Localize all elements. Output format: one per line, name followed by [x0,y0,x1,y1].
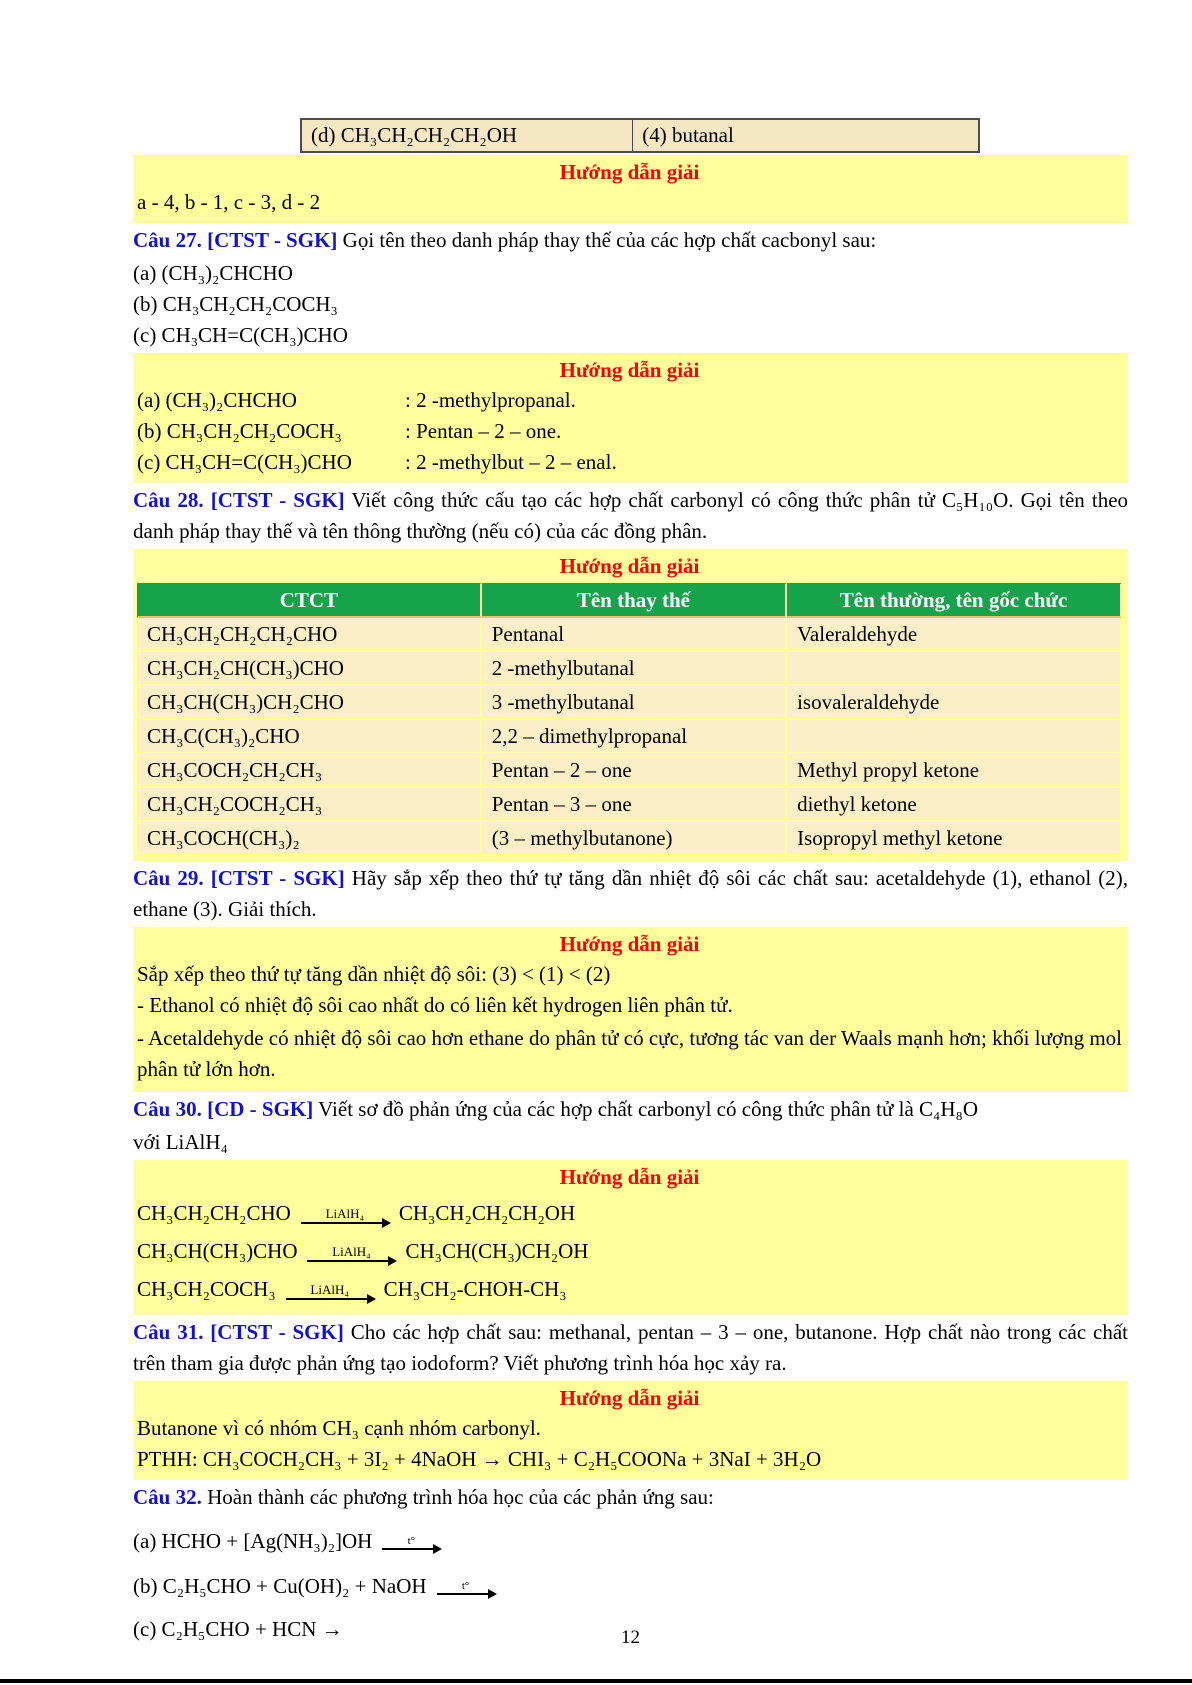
isomer-table [137,583,1122,856]
product-formula: CH₃CH₂CH₂CH₂OH [398,1201,576,1225]
table-row [137,822,1122,856]
table-row [137,686,1122,720]
solution-box-matching [133,155,1128,223]
table-row [137,788,1122,822]
question-29-label: Câu 29. [CTST - SGK] [133,866,345,890]
arrow-line [382,1548,440,1550]
question-27-item-a: (a) (CH₃)₂CHCHO [133,261,293,285]
matching-answer: a - 4, b - 1, c - 3, d - 2 [137,190,321,214]
arrow-line [307,1260,395,1262]
table-row [137,754,1122,788]
question-30-text-line2: với LiAlH₄ [133,1130,228,1154]
cell-ten: (3 – methylbutanone) [482,822,787,856]
solution-box-29 [133,927,1128,1092]
question-31-text: Cho các hợp chất sau: methanal, pentan – 3 – one, butanone. Hợp chất nào trong các chất trên tham gia được phản ứng tạo iodoform? Viết phương trình hóa học xảy ra. [133,1320,1129,1375]
question-32-label: Câu 32. [133,1485,202,1509]
solution-box-27 [133,353,1128,483]
question-31 [133,1317,1128,1379]
table-row [137,652,1122,686]
arrow-condition-label: t° [461,1580,470,1592]
question-27-text: Gọi tên theo danh pháp thay thế của các hợp chất cacbonyl sau: [342,228,877,252]
question-32-item-b [133,1569,1128,1603]
question-29-text: Hãy sắp xếp theo thứ tự tăng dần nhiệt độ sôi các chất sau: acetaldehyde (1), ethanol (2), ethane (3). Giải thích. [133,866,1129,921]
solution-box-30 [133,1160,1128,1315]
cell-ten: 2 -methylbutanal [482,652,787,686]
cell-thuong: isovaleraldehyde [787,686,1122,720]
reaction-arrow [301,1207,389,1224]
reactant-formula: CH₃CH₂COCH₃ [137,1277,276,1301]
solution-27-row [137,416,1122,447]
cell-thuong: Methyl propyl ketone [787,754,1122,788]
solution-27-row [137,385,1122,416]
page-bottom-border [0,1679,1192,1683]
formula: (b) CH₃CH₂CH₂COCH₃ [137,419,342,443]
question-28-text: Viết công thức cấu tạo các hợp chất carbonyl có công thức phân tử C₅H₁₀O. Gọi tên theo danh pháp thay thế và tên thông thường (nếu có) của các đồng phân. [133,488,1129,543]
cell-thuong: diethyl ketone [787,788,1122,822]
header-ten-thuong: Tên thường, tên gốc chức [787,583,1122,618]
header-ten-thay-the: Tên thay thế [482,583,787,618]
solution-31-line: Butanone vì có nhóm CH₃ cạnh nhóm carbonyl. [137,1416,541,1440]
solution-27-row [137,447,1122,478]
formula: (c) CH₃CH=C(CH₃)CHO [137,450,352,474]
solution-header: Hướng dẫn giải [559,1165,700,1189]
reaction-arrow [437,1581,495,1595]
iupac-name: : 2 -methylpropanal. [405,388,576,412]
solution-29-line: Sắp xếp theo thứ tự tăng dần nhiệt độ sôi: (3) < (1) < (2) [137,962,611,986]
table-header-row [137,583,1122,618]
arrow-line [301,1222,389,1224]
cell-thuong: Isopropyl methyl ketone [787,822,1122,856]
cell-ctct: CH₃CH₂CH₂CH₂CHO [137,618,482,652]
equation-text: (a) HCHO + [Ag(NH₃)₂]OH [133,1529,373,1553]
equation-text: (b) C₂H₅CHO + Cu(OH)₂ + NaOH [133,1574,427,1598]
question-27-label: Câu 27. [CTST - SGK] [133,228,338,252]
cell-thuong: Valeraldehyde [787,618,1122,652]
reaction-arrow [382,1536,440,1550]
header-ctct: CTCT [137,583,482,618]
cell-ctct: CH₃CH(CH₃)CH₂CHO [137,686,482,720]
formula: (a) (CH₃)₂CHCHO [137,388,297,412]
reaction-line [137,1196,1122,1230]
match-cell-d: (d) CH₃CH₂CH₂CH₂OH [302,120,633,151]
solution-29-line: - Ethanol có nhiệt độ sôi cao nhất do có liên kết hydrogen liên phân tử. [137,993,733,1017]
question-28-label: Câu 28. [CTST - SGK] [133,488,345,512]
question-28 [133,485,1128,547]
iupac-name: : Pentan – 2 – one. [405,419,562,443]
arrow-condition-label: t° [407,1535,416,1547]
solution-box-31 [133,1381,1128,1480]
cell-ctct: CH₃COCH(CH₃)₂ [137,822,482,856]
solution-31-equation: PTHH: CH₃COCH₂CH₃ + 3I₂ + 4NaOH → CHI₃ + C₂H₅COONa + 3NaI + 3H₂O [137,1447,822,1471]
cell-ctct: CH₃CH₂COCH₂CH₃ [137,788,482,822]
cell-ten: Pentan – 2 – one [482,754,787,788]
product-formula: CH₃CH₂-CHOH-CH₃ [383,1277,567,1301]
solution-header: Hướng dẫn giải [559,932,700,956]
question-27 [133,225,1128,256]
table-row [137,618,1122,652]
solution-box-28 [133,549,1128,861]
reaction-line [137,1234,1122,1268]
solution-header: Hướng dẫn giải [559,358,700,382]
cell-thuong [787,720,1122,754]
solution-header: Hướng dẫn giải [559,554,700,578]
cell-ten: 3 -methylbutanal [482,686,787,720]
arrow-reagent-label: LiAlH₄ [332,1243,371,1259]
reactant-formula: CH₃CH₂CH₂CHO [137,1201,291,1225]
cell-ctct: CH₃C(CH₃)₂CHO [137,720,482,754]
arrow-line [437,1593,495,1595]
matching-table [300,118,980,153]
question-27-item-b: (b) CH₃CH₂CH₂COCH₃ [133,292,338,316]
reaction-arrow [307,1245,395,1262]
question-32 [133,1482,1128,1513]
question-31-label: Câu 31. [CTST - SGK] [133,1320,344,1344]
cell-thuong [787,652,1122,686]
question-30 [133,1094,1128,1125]
reactant-formula: CH₃CH(CH₃)CHO [137,1239,298,1263]
question-30-label: Câu 30. [CD - SGK] [133,1097,314,1121]
solution-header: Hướng dẫn giải [559,1386,700,1410]
question-32-text: Hoàn thành các phương trình hóa học của các phản ứng sau: [207,1485,714,1509]
question-32-item-a [133,1524,1128,1558]
arrow-line [286,1298,374,1300]
cell-ctct: CH₃CH₂CH(CH₃)CHO [137,652,482,686]
solution-29-line: - Acetaldehyde có nhiệt độ sôi cao hơn ethane do phân tử có cực, tương tác van der Waals mạnh hơn; khối lượng mol phân tử lớn hơn. [137,1026,1122,1081]
cell-ctct: CH₃COCH₂CH₂CH₃ [137,754,482,788]
question-32-item-c: (c) C₂H₅CHO + HCN → [133,1617,343,1641]
solution-header: Hướng dẫn giải [559,160,700,184]
product-formula: CH₃CH(CH₃)CH₂OH [405,1239,589,1263]
page-content [133,118,1128,1645]
cell-ten: Pentanal [482,618,787,652]
question-27-item-c: (c) CH₃CH=C(CH₃)CHO [133,323,348,347]
question-30-text: Viết sơ đồ phản ứng của các hợp chất carbonyl có công thức phân tử là C₄H₈O [318,1097,979,1121]
cell-ten: Pentan – 3 – one [482,788,787,822]
iupac-name: : 2 -methylbut – 2 – enal. [405,450,617,474]
reaction-line [137,1272,1122,1306]
arrow-reagent-label: LiAlH₄ [325,1205,365,1221]
page-number: 12 [621,1627,640,1648]
arrow-reagent-label: LiAlH₄ [310,1281,349,1297]
table-row [137,720,1122,754]
reaction-arrow [286,1283,374,1300]
cell-ten: 2,2 – dimethylpropanal [482,720,787,754]
match-cell-4: (4) butanal [642,123,734,147]
question-29 [133,863,1128,925]
